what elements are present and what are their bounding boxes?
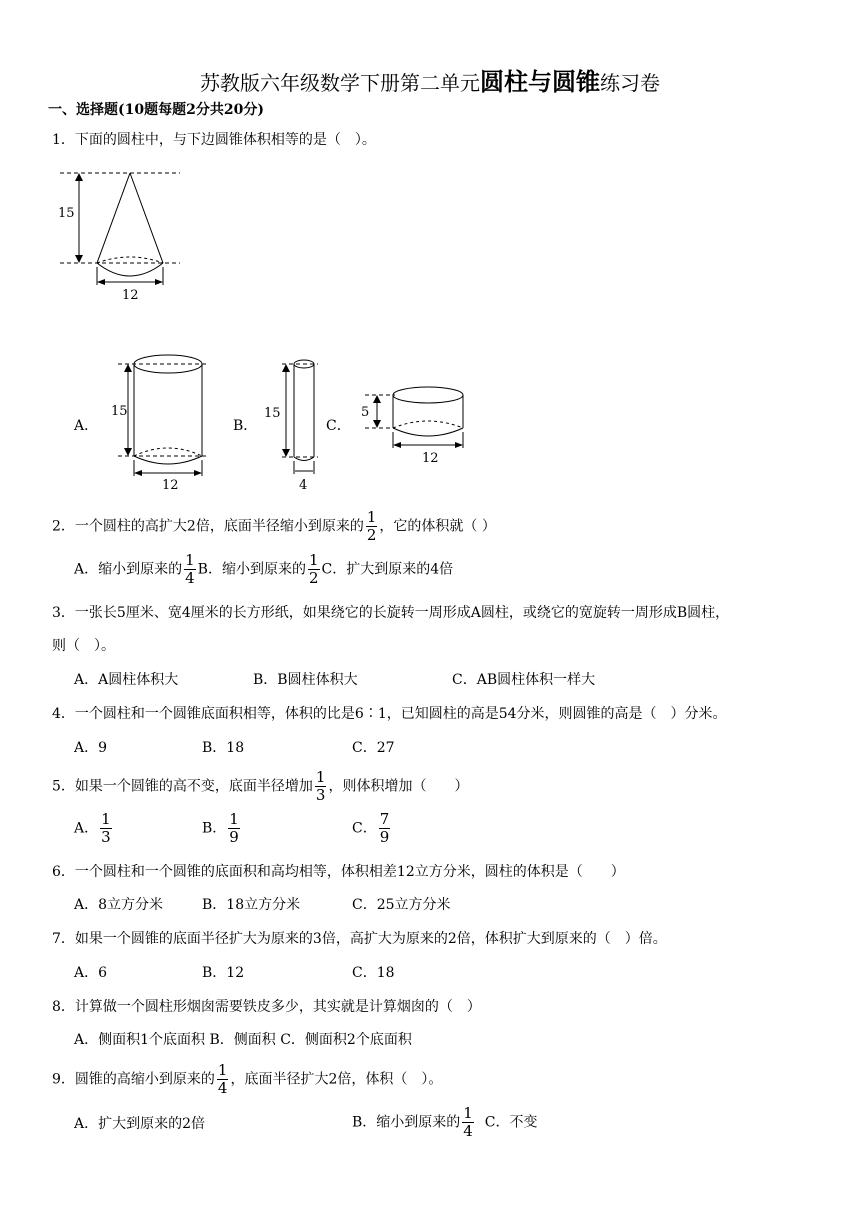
fraction: $\frac{1}{2}$ [366,508,377,544]
q7-option-a: A．6 [74,965,108,981]
fraction: $\frac{1}{4}$ [185,551,195,587]
q8-options: A．侧面积1个底面积 B．侧面积 C．侧面积2个底面积 [74,1032,412,1048]
title-suffix: 练习卷 [600,71,660,95]
question-3-line1: 3．一张长5厘米、宽4厘米的长方形纸，如果绕它的长旋转一周形成A圆柱，或绕它的宽旋转一周形成B圆柱， [52,605,730,621]
q5-option-a: A． $\frac{1}{3}$ [74,810,111,846]
q5-option-b: B． $\frac{1}{9}$ [202,810,239,846]
section-heading: 一、选择题(10题每题2分共20分) [48,102,264,118]
cylinder-b-figure [262,354,322,494]
cyl-b-height-label: 15 [264,406,281,421]
q3-option-b: B．B圆柱体积大 [253,672,358,688]
cyl-b-diameter-label: 4 [299,478,308,493]
fraction: $\frac{1}{3}$ [315,768,326,804]
fraction: $\frac{1}{9}$ [229,810,239,846]
q6-option-c: C．25立方分米 [352,897,451,913]
q2-options: A．缩小到原来的 $\frac{1}{4}$ B．缩小到原来的 $\frac{1}{2}$ C．扩大到原来的4倍 [74,551,454,587]
question-6: 6．一个圆柱和一个圆锥的底面积和高均相等，体积相差12立方分米，圆柱的体积是（ ） [52,864,625,880]
cylinder-a-figure [108,348,213,493]
q4-option-c: C．27 [352,740,395,756]
q4-option-b: B．18 [202,740,245,756]
q1-option-c: C． [326,418,351,434]
cylinder-c-figure [355,378,475,468]
q6-option-b: B．18立方分米 [202,897,301,913]
question-8: 8．计算做一个圆柱形烟囱需要铁皮多少，其实就是计算烟囱的（ ） [52,999,481,1015]
title-prefix: 苏教版六年级数学下册第二单元 [200,71,480,95]
question-5: 5．如果一个圆锥的高不变，底面半径增加 $\frac{1}{3}$ ，则体积增加（ ） [52,768,469,804]
cone-height-label: 15 [58,206,75,221]
cyl-c-height-label: 5 [361,405,370,420]
fraction: $\frac{7}{9}$ [379,810,390,846]
q4-option-a: A．9 [74,740,108,756]
cone-diameter-label: 12 [122,288,139,303]
q6-option-a: A．8立方分米 [74,897,164,913]
question-4: 4．一个圆柱和一个圆锥底面积相等，体积的比是6∶1，已知圆柱的高是54分米，则圆锥的高是（ ）分米。 [52,706,727,722]
q9-option-bc: B．缩小到原来的 $\frac{1}{4}$ C．不变 [352,1104,538,1140]
q3-option-c: C．AB圆柱体积一样大 [452,672,596,688]
cone-figure [55,165,195,305]
question-9: 9．圆锥的高缩小到原来的 $\frac{1}{4}$ ，底面半径扩大2倍，体积（ ）。 [52,1061,443,1097]
question-7: 7．如果一个圆锥的底面半径扩大为原来的3倍，高扩大为原来的2倍，体积扩大到原来的（ ）倍。 [52,931,667,947]
fraction: $\frac{1}{4}$ [217,1061,228,1097]
cyl-a-height-label: 15 [111,404,128,419]
q7-option-b: B．12 [202,965,245,981]
title-bold: 圆柱与圆锥 [480,67,600,96]
q9-option-a: A．扩大到原来的2倍 [74,1116,206,1132]
page-title [0,62,860,97]
cyl-a-diameter-label: 12 [162,478,179,493]
q5-option-c: C． $\frac{7}{9}$ [352,810,390,846]
q1-option-b: B． [233,418,258,434]
question-2: 2．一个圆柱的高扩大2倍，底面半径缩小到原来的 $\frac{1}{2}$ ，它的体积就（ ） [52,508,496,544]
fraction: $\frac{1}{2}$ [308,551,319,587]
cyl-c-diameter-label: 12 [422,451,439,466]
q1-option-a: A． [74,418,99,434]
question-3-line2: 则（ ）。 [52,638,115,654]
q3-option-a: A．A圆柱体积大 [74,672,179,688]
fraction: $\frac{1}{3}$ [101,810,111,846]
fraction: $\frac{1}{4}$ [463,1104,473,1140]
question-1: 1．下面的圆柱中，与下边圆锥体积相等的是（ ）。 [52,132,376,148]
q7-option-c: C．18 [352,965,395,981]
